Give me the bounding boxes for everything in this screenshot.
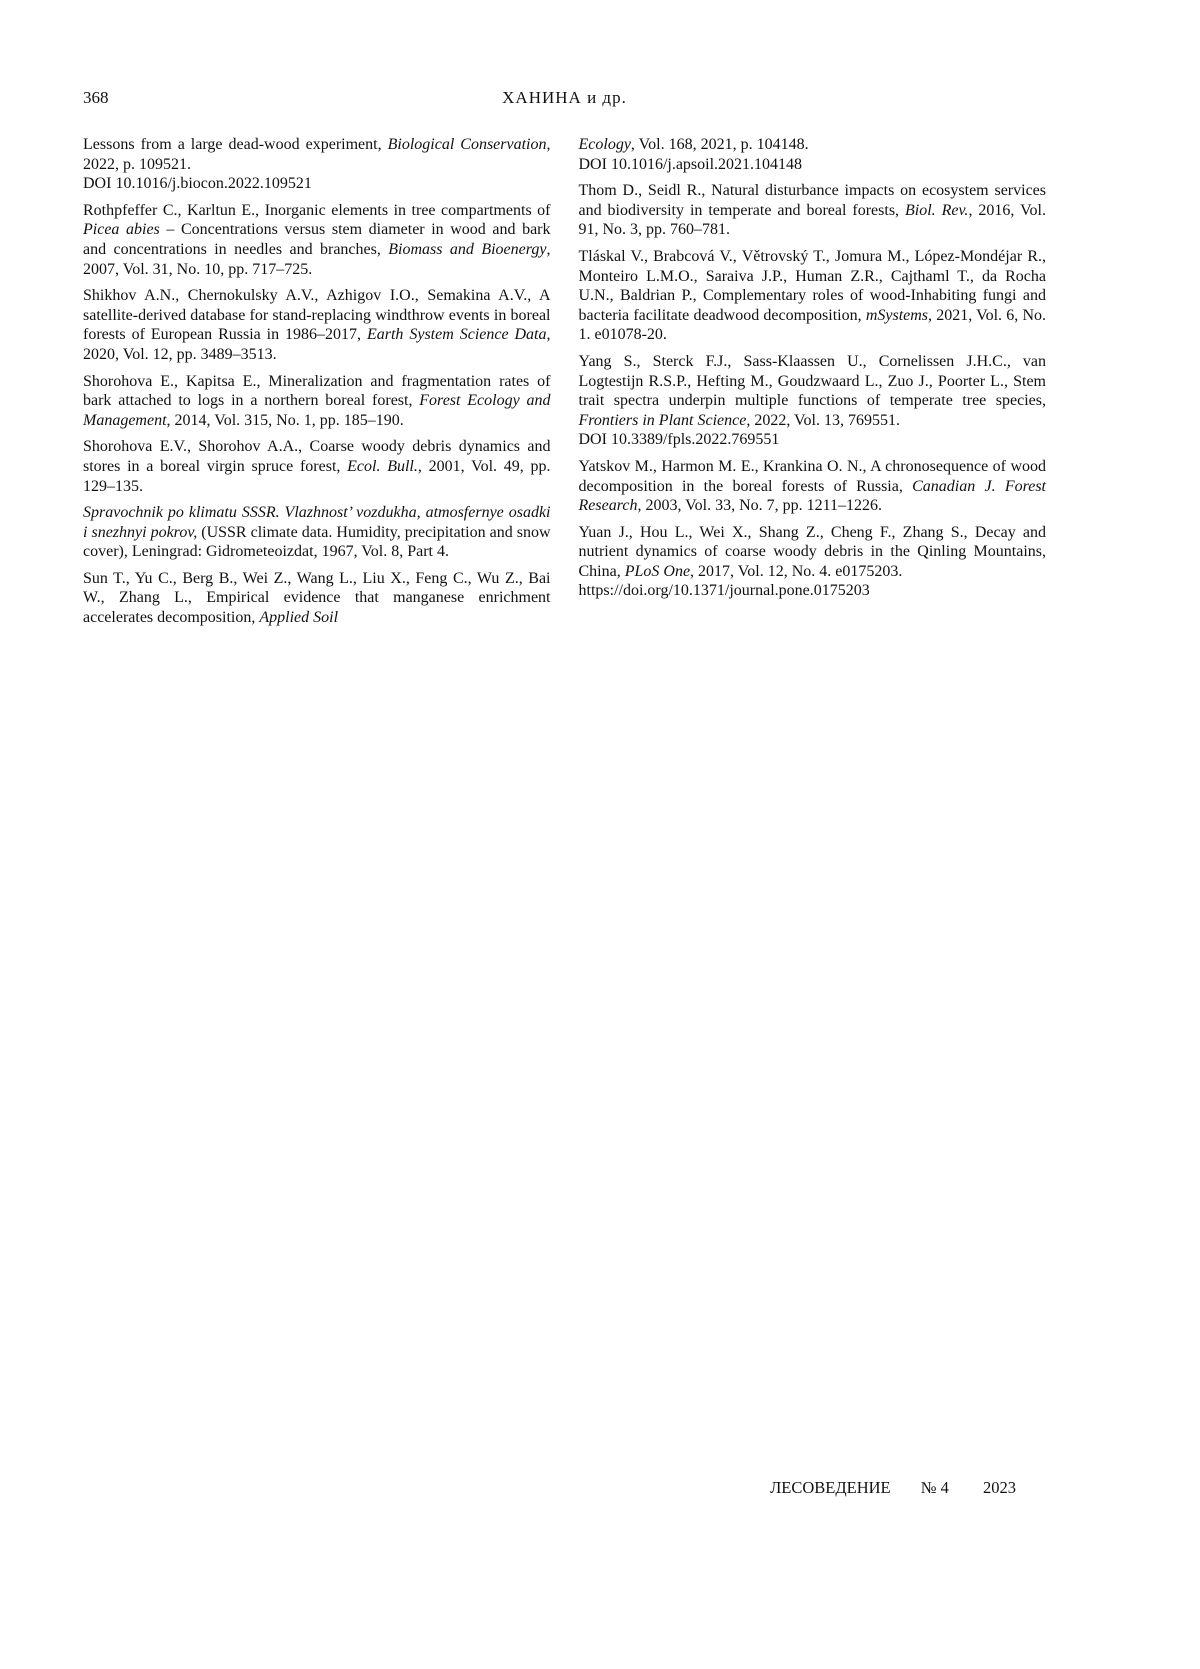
reference-entry — [579, 352, 1047, 450]
reference-text: https://doi.org/10.1371/journal.pone.0175203 — [578, 582, 870, 600]
reference-text: , Vol. 168, 2021, p. 104148. — [630, 136, 809, 153]
reference-text: Yang S., Sterck F.J., Sass-Klaassen U., Cornelissen J.H.C., van Logtestijn R.S.P., Hefting M., Goudzwaard L., Zuo J., Poorter L., Stem trait spectra underpin multiple functions of temperate tree species, — [578, 352, 1046, 410]
reference-text: Yuan J., Hou L., Wei X., Shang Z., Cheng F., Zhang S., Decay and nutrient dynamics of coarse woody debris in the Qinling Mountains, China, — [578, 523, 1046, 580]
reference-italic-text: Canadian J. Forest Research — [578, 477, 1046, 515]
page-content — [83, 88, 1046, 635]
reference-entry — [83, 135, 551, 194]
reference-italic-text: Earth System Science Data — [366, 326, 547, 344]
reference-entry — [579, 523, 1047, 601]
reference-text: Shorohova E., Kapitsa E., Mineralization and fragmentation rates of bark attached to logs in a northern boreal forest, — [83, 372, 551, 410]
reference-entry — [83, 201, 551, 279]
reference-text: , 2014, Vol. 315, No. 1, pp. 185–190. — [166, 411, 404, 429]
page-header — [83, 88, 1046, 110]
running-head: ХАНИНА и др. — [502, 88, 627, 107]
reference-text: DOI 10.3389/fpls.2022.769551 — [578, 431, 780, 449]
reference-text: – Concentrations versus stem diameter in wood and bark and concentrations in needles and branches, — [83, 221, 551, 258]
reference-text: Thom D., Seidl R., Natural disturbance impacts on ecosystem services and biodiversity in temperate and boreal forests, — [578, 182, 1046, 219]
references-left-column — [83, 135, 551, 635]
reference-text: Yatskov M., Harmon M. E., Krankina O. N., A chronosequence of wood decomposition in the boreal forests of Russia, — [578, 457, 1046, 495]
page-number: 368 — [83, 88, 109, 107]
reference-text: , 2007, Vol. 31, No. 10, pp. 717–725. — [83, 240, 551, 278]
references-right-column — [579, 135, 1047, 635]
reference-text: , 2016, Vol. 91, No. 3, pp. 760–781. — [578, 201, 1047, 239]
reference-entry — [579, 247, 1047, 345]
footer-journal-name: ЛЕСОВЕДЕНИЕ — [770, 1478, 891, 1497]
footer-issue: № 4 — [920, 1478, 949, 1497]
reference-text: (USSR climate data. Humidity, precipitation and snow cover), Leningrad: Gidrometeoizdat, 1967, Vol. 8, Part 4. — [83, 523, 551, 561]
reference-text: , 2017, Vol. 12, No. 4. e0175203. — [690, 562, 903, 580]
reference-italic-text: Biomass and Bioenergy — [388, 240, 547, 258]
reference-italic-text: Ecol. Bull. — [347, 457, 418, 475]
reference-italic-text: Picea abies — [83, 221, 160, 239]
reference-italic-text: Forest Ecology and Management — [83, 392, 551, 429]
reference-text: , 2003, Vol. 33, No. 7, pp. 1211–1226. — [637, 497, 883, 515]
reference-italic-text: Biological Conservation — [387, 136, 547, 153]
reference-italic-text: mSystems — [865, 306, 929, 324]
reference-italic-text: Biol. Rev. — [905, 201, 969, 219]
reference-italic-text: PLoS One — [624, 562, 691, 580]
reference-italic-text: Frontiers in Plant Science — [578, 411, 747, 429]
reference-entry — [83, 569, 551, 628]
reference-text: Lessons from a large dead-wood experiment, — [83, 136, 388, 153]
reference-italic-text: Ecology — [578, 136, 631, 153]
reference-entry — [83, 503, 551, 562]
reference-entry — [83, 372, 551, 431]
reference-entry — [83, 286, 551, 364]
page-footer — [83, 1478, 1016, 1498]
references-section — [83, 135, 1046, 635]
reference-text: Rothpfeffer C., Karltun E., Inorganic elements in tree compartments of — [83, 201, 551, 219]
footer-year: 2023 — [983, 1478, 1016, 1497]
reference-entry — [579, 135, 1047, 174]
reference-text: DOI 10.1016/j.biocon.2022.109521 — [83, 175, 312, 193]
reference-text: , 2001, Vol. 49, pp. 129–135. — [83, 457, 551, 495]
reference-entry — [579, 457, 1047, 516]
reference-text: Sun T., Yu C., Berg B., Wei Z., Wang L., Liu X., Feng C., Wu Z., Bai W., Zhang L., Empirical evidence that manganese enrichment accelerates decomposition, — [83, 569, 551, 627]
reference-text: , 2022, p. 109521. — [83, 136, 551, 173]
reference-text: , 2020, Vol. 12, pp. 3489–3513. — [83, 326, 551, 363]
reference-text: , 2022, Vol. 13, 769551. — [746, 411, 900, 429]
reference-text: DOI 10.1016/j.apsoil.2021.104148 — [578, 155, 803, 173]
reference-text: Shikhov A.N., Chernokulsky A.V., Azhigov I.O., Semakina A.V., A satellite-derived database for stand-replacing windthrow events in boreal forests of European Russia in 1986–2017, — [83, 287, 551, 344]
reference-entry — [83, 437, 551, 496]
reference-entry — [579, 181, 1047, 240]
reference-italic-text: Applied Soil — [259, 609, 339, 627]
reference-italic-text: Spravochnik po klimatu SSSR. Vlazhnost’ vozdukha, atmosfernye osadki i snezhnyi pokrov, — [83, 504, 551, 541]
reference-text: Shorohova E.V., Shorohov A.A., Coarse woody debris dynamics and stores in a boreal virgin spruce forest, — [83, 438, 551, 475]
reference-text: Tláskal V., Brabcová V., Větrovský T., Jomura M., López-Mondéjar R., Monteiro L.M.O., Saraiva J.P., Human Z.R., Cajthaml T., da Rocha U.N., Baldrian P., Complementary roles of wood-Inhabiting fungi and bacteria facilitate deadwood decomposition, — [578, 247, 1046, 324]
reference-text: , 2021, Vol. 6, No. 1. e01078-20. — [578, 306, 1046, 344]
